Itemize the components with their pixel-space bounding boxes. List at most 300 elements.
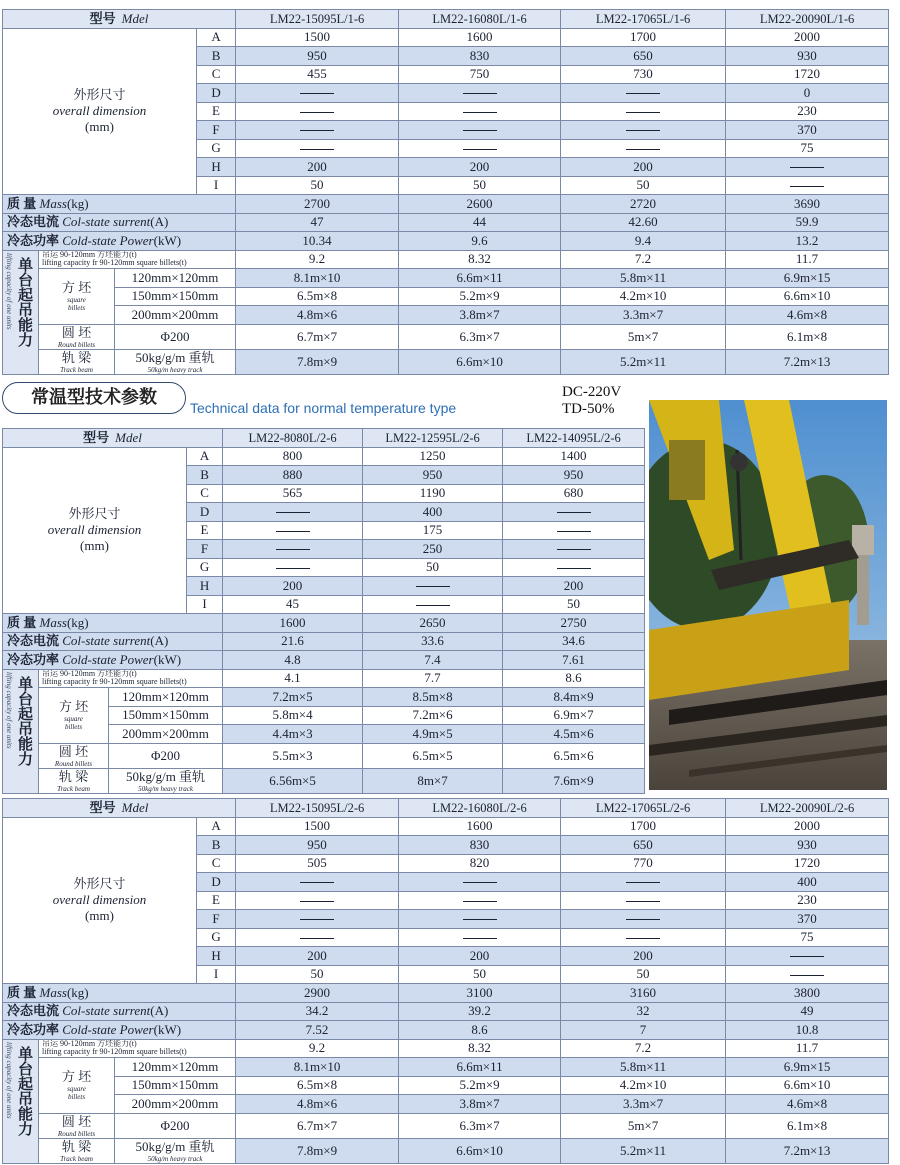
square-billet-size: 120mm×120mm	[115, 269, 236, 288]
dimension-value: 1400	[503, 447, 645, 466]
lift-value: 7.7	[363, 669, 503, 688]
square-billet-size: 200mm×200mm	[115, 306, 236, 325]
lift-capacity-row	[3, 1039, 889, 1058]
dimension-value: 930	[726, 836, 889, 855]
spec-table-1	[2, 9, 889, 375]
dimension-value: 200	[399, 947, 561, 966]
dimension-value: 830	[399, 836, 561, 855]
dimension-value	[399, 121, 561, 140]
track-beam-row	[3, 768, 645, 793]
dimension-value: 230	[726, 891, 889, 910]
current-row	[3, 1002, 889, 1021]
square-billet-row	[3, 269, 889, 288]
current-row-label: 冷态电流 Col-state surrent(A)	[3, 213, 236, 232]
square-billet-size: 200mm×200mm	[115, 1095, 236, 1114]
model-label: 型号 Mdel	[3, 799, 236, 818]
mass-row	[3, 984, 889, 1003]
dimension-value: 1700	[561, 817, 726, 836]
model-name: LM22-12595L/2-6	[363, 429, 503, 448]
dimension-unit: (mm)	[80, 538, 109, 554]
dimension-value: 50	[561, 965, 726, 984]
model-name: LM22-20090L/1-6	[726, 10, 889, 29]
model-header-row	[3, 429, 645, 448]
dimension-value: 930	[726, 47, 889, 66]
dimension-value: 650	[561, 836, 726, 855]
mass-row-label: 质 量 Mass(kg)	[3, 984, 236, 1003]
dimension-letter: D	[197, 84, 236, 103]
square-billet-size: 150mm×150mm	[115, 1076, 236, 1095]
model-name: LM22-17065L/1-6	[561, 10, 726, 29]
dash-mark	[276, 531, 310, 532]
rail-size: 50kg/g/m 重轨 50kg/m heavy track	[109, 768, 223, 793]
model-label: 型号 Mdel	[3, 429, 223, 448]
dimension-value	[236, 910, 399, 929]
dimension-value: 950	[236, 47, 399, 66]
dimension-letter: F	[197, 910, 236, 929]
dimension-value	[561, 891, 726, 910]
lift-value: 6.3m×7	[399, 324, 561, 349]
dimension-value: 2000	[726, 817, 889, 836]
dimension-value	[726, 176, 889, 195]
dimension-value: 50	[236, 176, 399, 195]
dash-mark	[463, 149, 497, 150]
dimension-value: 2000	[726, 28, 889, 47]
dash-mark	[416, 605, 450, 606]
round-billet-size: Φ200	[109, 743, 223, 768]
model-label: 型号 Mdel	[3, 10, 236, 29]
dimension-value	[726, 947, 889, 966]
square-billet-label: 方 坯 square billets	[39, 269, 115, 325]
dash-mark	[790, 956, 824, 957]
dimension-row	[3, 447, 645, 466]
current-row	[3, 632, 645, 651]
dimension-letter: A	[197, 28, 236, 47]
dimension-value: 200	[561, 158, 726, 177]
dimension-letter: F	[187, 540, 223, 559]
dimension-value: 1190	[363, 484, 503, 503]
lift-head-label: 吊运 90-120mm 方坯能力(t) lifting capacity fr 90-120mm square billets(t)	[39, 250, 236, 269]
dimension-letter: E	[197, 891, 236, 910]
dimension-value: 175	[363, 521, 503, 540]
lift-value: 6.5m×5	[363, 743, 503, 768]
lift-value: 3.3m×7	[561, 1095, 726, 1114]
dash-mark	[300, 919, 334, 920]
lift-value: 6.6m×10	[399, 349, 561, 374]
lift-value: 6.1m×8	[726, 324, 889, 349]
dash-mark	[626, 149, 660, 150]
mass-row-value: 3690	[726, 195, 889, 214]
current-row-value: 33.6	[363, 632, 503, 651]
model-name: LM22-8080L/2-6	[223, 429, 363, 448]
dimension-letter: C	[197, 854, 236, 873]
power-row-label: 冷态功率 Cold-state Power(kW)	[3, 1021, 236, 1040]
lift-value: 4.6m×8	[726, 306, 889, 325]
square-billet-size: 120mm×120mm	[109, 688, 223, 707]
lift-value: 4.2m×10	[561, 1076, 726, 1095]
dimension-letter: I	[197, 176, 236, 195]
lift-value: 5.2m×11	[561, 1138, 726, 1163]
lift-capacity-label	[3, 1039, 39, 1163]
dash-mark	[463, 112, 497, 113]
dash-mark	[463, 919, 497, 920]
dash-mark	[276, 568, 310, 569]
lift-value: 5.8m×4	[223, 706, 363, 725]
lift-value: 6.6m×10	[726, 287, 889, 306]
dimension-value	[399, 102, 561, 121]
lift-capacity-label-cn: 单台起吊能力	[16, 1045, 32, 1136]
lift-value: 6.7m×7	[236, 324, 399, 349]
mass-row-value: 1600	[223, 614, 363, 633]
round-billet-row	[3, 324, 889, 349]
round-billet-label: 圆 坯 Round billets	[39, 324, 115, 349]
dimension-value	[223, 540, 363, 559]
dimension-value	[236, 84, 399, 103]
power-row-label: 冷态功率 Cold-state Power(kW)	[3, 651, 223, 670]
model-name: LM22-16080L/2-6	[399, 799, 561, 818]
lift-value: 5.8m×11	[561, 1058, 726, 1077]
dimension-letter: G	[187, 558, 223, 577]
dimension-value: 400	[363, 503, 503, 522]
lift-value: 6.9m×15	[726, 1058, 889, 1077]
lift-value: 8.6	[503, 669, 645, 688]
square-billet-row	[3, 1076, 889, 1095]
dimension-value	[726, 158, 889, 177]
crane-magnet-photo	[649, 400, 887, 790]
dimension-letter: H	[187, 577, 223, 596]
power-row-value: 7.52	[236, 1021, 399, 1040]
current-row-label: 冷态电流 Col-state surrent(A)	[3, 632, 223, 651]
power-row-value: 4.8	[223, 651, 363, 670]
lift-value: 4.2m×10	[561, 287, 726, 306]
current-row-label: 冷态电流 Col-state surrent(A)	[3, 1002, 236, 1021]
track-beam-row	[3, 1138, 889, 1163]
lift-value: 8.1m×10	[236, 269, 399, 288]
dimension-letter: C	[187, 484, 223, 503]
power-spec	[562, 384, 621, 418]
dash-mark	[463, 882, 497, 883]
lift-value: 5.2m×9	[399, 1076, 561, 1095]
power-row-value: 7.4	[363, 651, 503, 670]
square-billet-label: 方 坯 square billets	[39, 1058, 115, 1114]
dimension-value: 50	[503, 595, 645, 614]
lift-value: 4.8m×6	[236, 1095, 399, 1114]
dimension-value: 400	[726, 873, 889, 892]
dimension-letter: H	[197, 947, 236, 966]
lift-value: 3.3m×7	[561, 306, 726, 325]
dimension-value: 820	[399, 854, 561, 873]
dimension-value	[561, 102, 726, 121]
dimension-value: 505	[236, 854, 399, 873]
dimension-label	[3, 447, 187, 614]
dimension-letter: B	[197, 47, 236, 66]
lift-value: 7.2	[561, 250, 726, 269]
square-billet-row	[3, 1095, 889, 1114]
current-row-value: 59.9	[726, 213, 889, 232]
lift-value: 4.8m×6	[236, 306, 399, 325]
lift-value: 7.8m×9	[236, 349, 399, 374]
dash-mark	[626, 130, 660, 131]
lift-value: 4.9m×5	[363, 725, 503, 744]
current-row-value: 34.6	[503, 632, 645, 651]
lift-value: 11.7	[726, 1039, 889, 1058]
dash-mark	[626, 93, 660, 94]
dimension-value: 370	[726, 121, 889, 140]
lift-value: 6.9m×7	[503, 706, 645, 725]
lift-value: 5.2m×9	[399, 287, 561, 306]
lift-capacity-row	[3, 250, 889, 269]
lift-value: 3.8m×7	[399, 1095, 561, 1114]
dash-mark	[790, 186, 824, 187]
lift-value: 4.4m×3	[223, 725, 363, 744]
round-billet-label: 圆 坯 Round billets	[39, 743, 109, 768]
model-name: LM22-15095L/2-6	[236, 799, 399, 818]
dimension-value: 880	[223, 466, 363, 485]
dimension-value	[561, 139, 726, 158]
square-billet-label: 方 坯 square billets	[39, 688, 109, 744]
mass-row-value: 2650	[363, 614, 503, 633]
lift-value: 6.5m×6	[503, 743, 645, 768]
round-billet-size: Φ200	[115, 324, 236, 349]
lift-value: 5m×7	[561, 324, 726, 349]
dimension-value: 45	[223, 595, 363, 614]
lift-value: 8.5m×8	[363, 688, 503, 707]
dimension-label-en: overall dimension	[52, 103, 147, 119]
dimension-value	[399, 873, 561, 892]
dimension-letter: E	[187, 521, 223, 540]
dimension-letter: I	[197, 965, 236, 984]
mass-row	[3, 195, 889, 214]
dimension-value: 950	[236, 836, 399, 855]
lift-value: 5.2m×11	[561, 349, 726, 374]
section-title-en: Technical data for normal temperature type	[190, 400, 457, 416]
dimension-letter: A	[197, 817, 236, 836]
mass-row-value: 3800	[726, 984, 889, 1003]
dimension-letter: C	[197, 65, 236, 84]
mass-row-value: 2900	[236, 984, 399, 1003]
spec-table-3	[2, 798, 889, 1164]
mass-row-value: 2600	[399, 195, 561, 214]
dimension-label	[3, 28, 197, 195]
lift-value: 8.1m×10	[236, 1058, 399, 1077]
power-row-value: 10.8	[726, 1021, 889, 1040]
dimension-label-en: overall dimension	[47, 522, 142, 538]
dash-mark	[276, 512, 310, 513]
round-billet-size: Φ200	[115, 1113, 236, 1138]
dash-mark	[463, 130, 497, 131]
dimension-value: 1250	[363, 447, 503, 466]
power-row-value: 9.4	[561, 232, 726, 251]
dimension-value	[236, 139, 399, 158]
model-header-row	[3, 799, 889, 818]
square-billet-row	[3, 1058, 889, 1077]
dimension-value: 250	[363, 540, 503, 559]
track-beam-row	[3, 349, 889, 374]
rail-size: 50kg/g/m 重轨 50kg/m heavy track	[115, 349, 236, 374]
dimension-letter: D	[187, 503, 223, 522]
dimension-value	[363, 595, 503, 614]
dimension-value	[561, 928, 726, 947]
lift-value: 6.7m×7	[236, 1113, 399, 1138]
dimension-value	[223, 503, 363, 522]
lift-value: 6.56m×5	[223, 768, 363, 793]
track-beam-label: 轨 梁 Track beam	[39, 1138, 115, 1163]
lift-value: 7.8m×9	[236, 1138, 399, 1163]
mass-row-value: 2720	[561, 195, 726, 214]
lift-value: 6.5m×8	[236, 1076, 399, 1095]
dimension-value: 200	[503, 577, 645, 596]
dimension-value	[399, 139, 561, 158]
dash-mark	[463, 901, 497, 902]
dimension-value: 680	[503, 484, 645, 503]
dimension-value: 1500	[236, 28, 399, 47]
dash-mark	[626, 919, 660, 920]
lift-value: 4.1	[223, 669, 363, 688]
dimension-value: 200	[561, 947, 726, 966]
dimension-value	[561, 910, 726, 929]
dimension-letter: G	[197, 928, 236, 947]
lift-value: 8.32	[399, 1039, 561, 1058]
power-row	[3, 1021, 889, 1040]
dimension-value: 200	[236, 158, 399, 177]
square-billet-size: 120mm×120mm	[115, 1058, 236, 1077]
lift-value: 5.5m×3	[223, 743, 363, 768]
power-row	[3, 651, 645, 670]
power-row-value: 7	[561, 1021, 726, 1040]
lift-value: 6.1m×8	[726, 1113, 889, 1138]
dimension-letter: A	[187, 447, 223, 466]
rail-size: 50kg/g/m 重轨 50kg/m heavy track	[115, 1138, 236, 1163]
dimension-value	[561, 84, 726, 103]
mass-row-value: 3160	[561, 984, 726, 1003]
current-row-value: 42.60	[561, 213, 726, 232]
dash-mark	[300, 938, 334, 939]
lift-value: 6.5m×8	[236, 287, 399, 306]
dash-mark	[463, 93, 497, 94]
lift-value: 7.2m×13	[726, 349, 889, 374]
dc-voltage: DC-220V	[562, 384, 622, 400]
lift-value: 6.6m×11	[399, 1058, 561, 1077]
power-row-label: 冷态功率 Cold-state Power(kW)	[3, 232, 236, 251]
dash-mark	[463, 938, 497, 939]
lift-value: 7.2m×6	[363, 706, 503, 725]
lift-value: 6.3m×7	[399, 1113, 561, 1138]
dimension-letter: H	[197, 158, 236, 177]
dimension-value: 50	[363, 558, 503, 577]
dash-mark	[557, 512, 591, 513]
dimension-value: 200	[236, 947, 399, 966]
lift-capacity-label	[3, 250, 39, 374]
current-row-value: 39.2	[399, 1002, 561, 1021]
lift-value: 9.2	[236, 250, 399, 269]
dash-mark	[626, 938, 660, 939]
lift-value: 7.2m×5	[223, 688, 363, 707]
lift-value: 6.6m×11	[399, 269, 561, 288]
mass-row-label: 质 量 Mass(kg)	[3, 614, 223, 633]
lift-value: 5m×7	[561, 1113, 726, 1138]
power-row-value: 10.34	[236, 232, 399, 251]
dimension-row	[3, 817, 889, 836]
dimension-value	[363, 577, 503, 596]
dimension-value: 50	[561, 176, 726, 195]
power-row-value: 7.61	[503, 651, 645, 670]
track-beam-label: 轨 梁 Track beam	[39, 768, 109, 793]
lift-value: 6.6m×10	[399, 1138, 561, 1163]
dash-mark	[557, 568, 591, 569]
lift-value: 7.2	[561, 1039, 726, 1058]
dimension-value: 730	[561, 65, 726, 84]
square-billet-size: 150mm×150mm	[115, 287, 236, 306]
dimension-letter: E	[197, 102, 236, 121]
mass-row-value: 2750	[503, 614, 645, 633]
dimension-value	[236, 873, 399, 892]
lift-head-label: 吊运 90-120mm 方坯能力(t) lifting capacity fr 90-120mm square billets(t)	[39, 669, 223, 688]
dimension-value	[399, 910, 561, 929]
dimension-row	[3, 28, 889, 47]
dash-mark	[626, 882, 660, 883]
dimension-value	[503, 558, 645, 577]
lift-value: 6.9m×15	[726, 269, 889, 288]
square-billet-size: 150mm×150mm	[109, 706, 223, 725]
dimension-value	[236, 891, 399, 910]
dimension-value	[236, 928, 399, 947]
dimension-value: 1720	[726, 65, 889, 84]
dimension-value: 0	[726, 84, 889, 103]
lift-value: 7.2m×13	[726, 1138, 889, 1163]
track-beam-label: 轨 梁 Track beam	[39, 349, 115, 374]
dimension-value: 830	[399, 47, 561, 66]
dimension-letter: G	[197, 139, 236, 158]
mass-row-value: 2700	[236, 195, 399, 214]
dimension-value: 770	[561, 854, 726, 873]
dimension-value: 800	[223, 447, 363, 466]
current-row-value: 34.2	[236, 1002, 399, 1021]
dimension-label-cn: 外形尺寸	[73, 876, 126, 892]
dimension-letter: I	[187, 595, 223, 614]
dash-mark	[300, 93, 334, 94]
round-billet-row	[3, 743, 645, 768]
dimension-value: 50	[399, 965, 561, 984]
model-name: LM22-20090L/2-6	[726, 799, 889, 818]
dimension-label-cn: 外形尺寸	[73, 87, 126, 103]
dash-mark	[300, 149, 334, 150]
dimension-value	[399, 891, 561, 910]
dimension-value: 750	[399, 65, 561, 84]
dash-mark	[790, 167, 824, 168]
dimension-value: 565	[223, 484, 363, 503]
dimension-value: 50	[399, 176, 561, 195]
dimension-letter: F	[197, 121, 236, 140]
dimension-letter: D	[197, 873, 236, 892]
power-row-value: 13.2	[726, 232, 889, 251]
current-row-value: 21.6	[223, 632, 363, 651]
dimension-value	[223, 521, 363, 540]
lift-capacity-row	[3, 669, 645, 688]
dash-mark	[300, 130, 334, 131]
dimension-label-en: overall dimension	[52, 892, 147, 908]
square-billet-row	[3, 287, 889, 306]
lift-value: 8m×7	[363, 768, 503, 793]
model-name: LM22-17065L/2-6	[561, 799, 726, 818]
dimension-value	[503, 521, 645, 540]
dimension-value: 75	[726, 928, 889, 947]
dash-mark	[790, 975, 824, 976]
current-row-value: 49	[726, 1002, 889, 1021]
lift-head-label: 吊运 90-120mm 方坯能力(t) lifting capacity fr 90-120mm square billets(t)	[39, 1039, 236, 1058]
mass-row	[3, 614, 645, 633]
current-row-value: 32	[561, 1002, 726, 1021]
dimension-value: 455	[236, 65, 399, 84]
square-billet-row	[3, 688, 645, 707]
